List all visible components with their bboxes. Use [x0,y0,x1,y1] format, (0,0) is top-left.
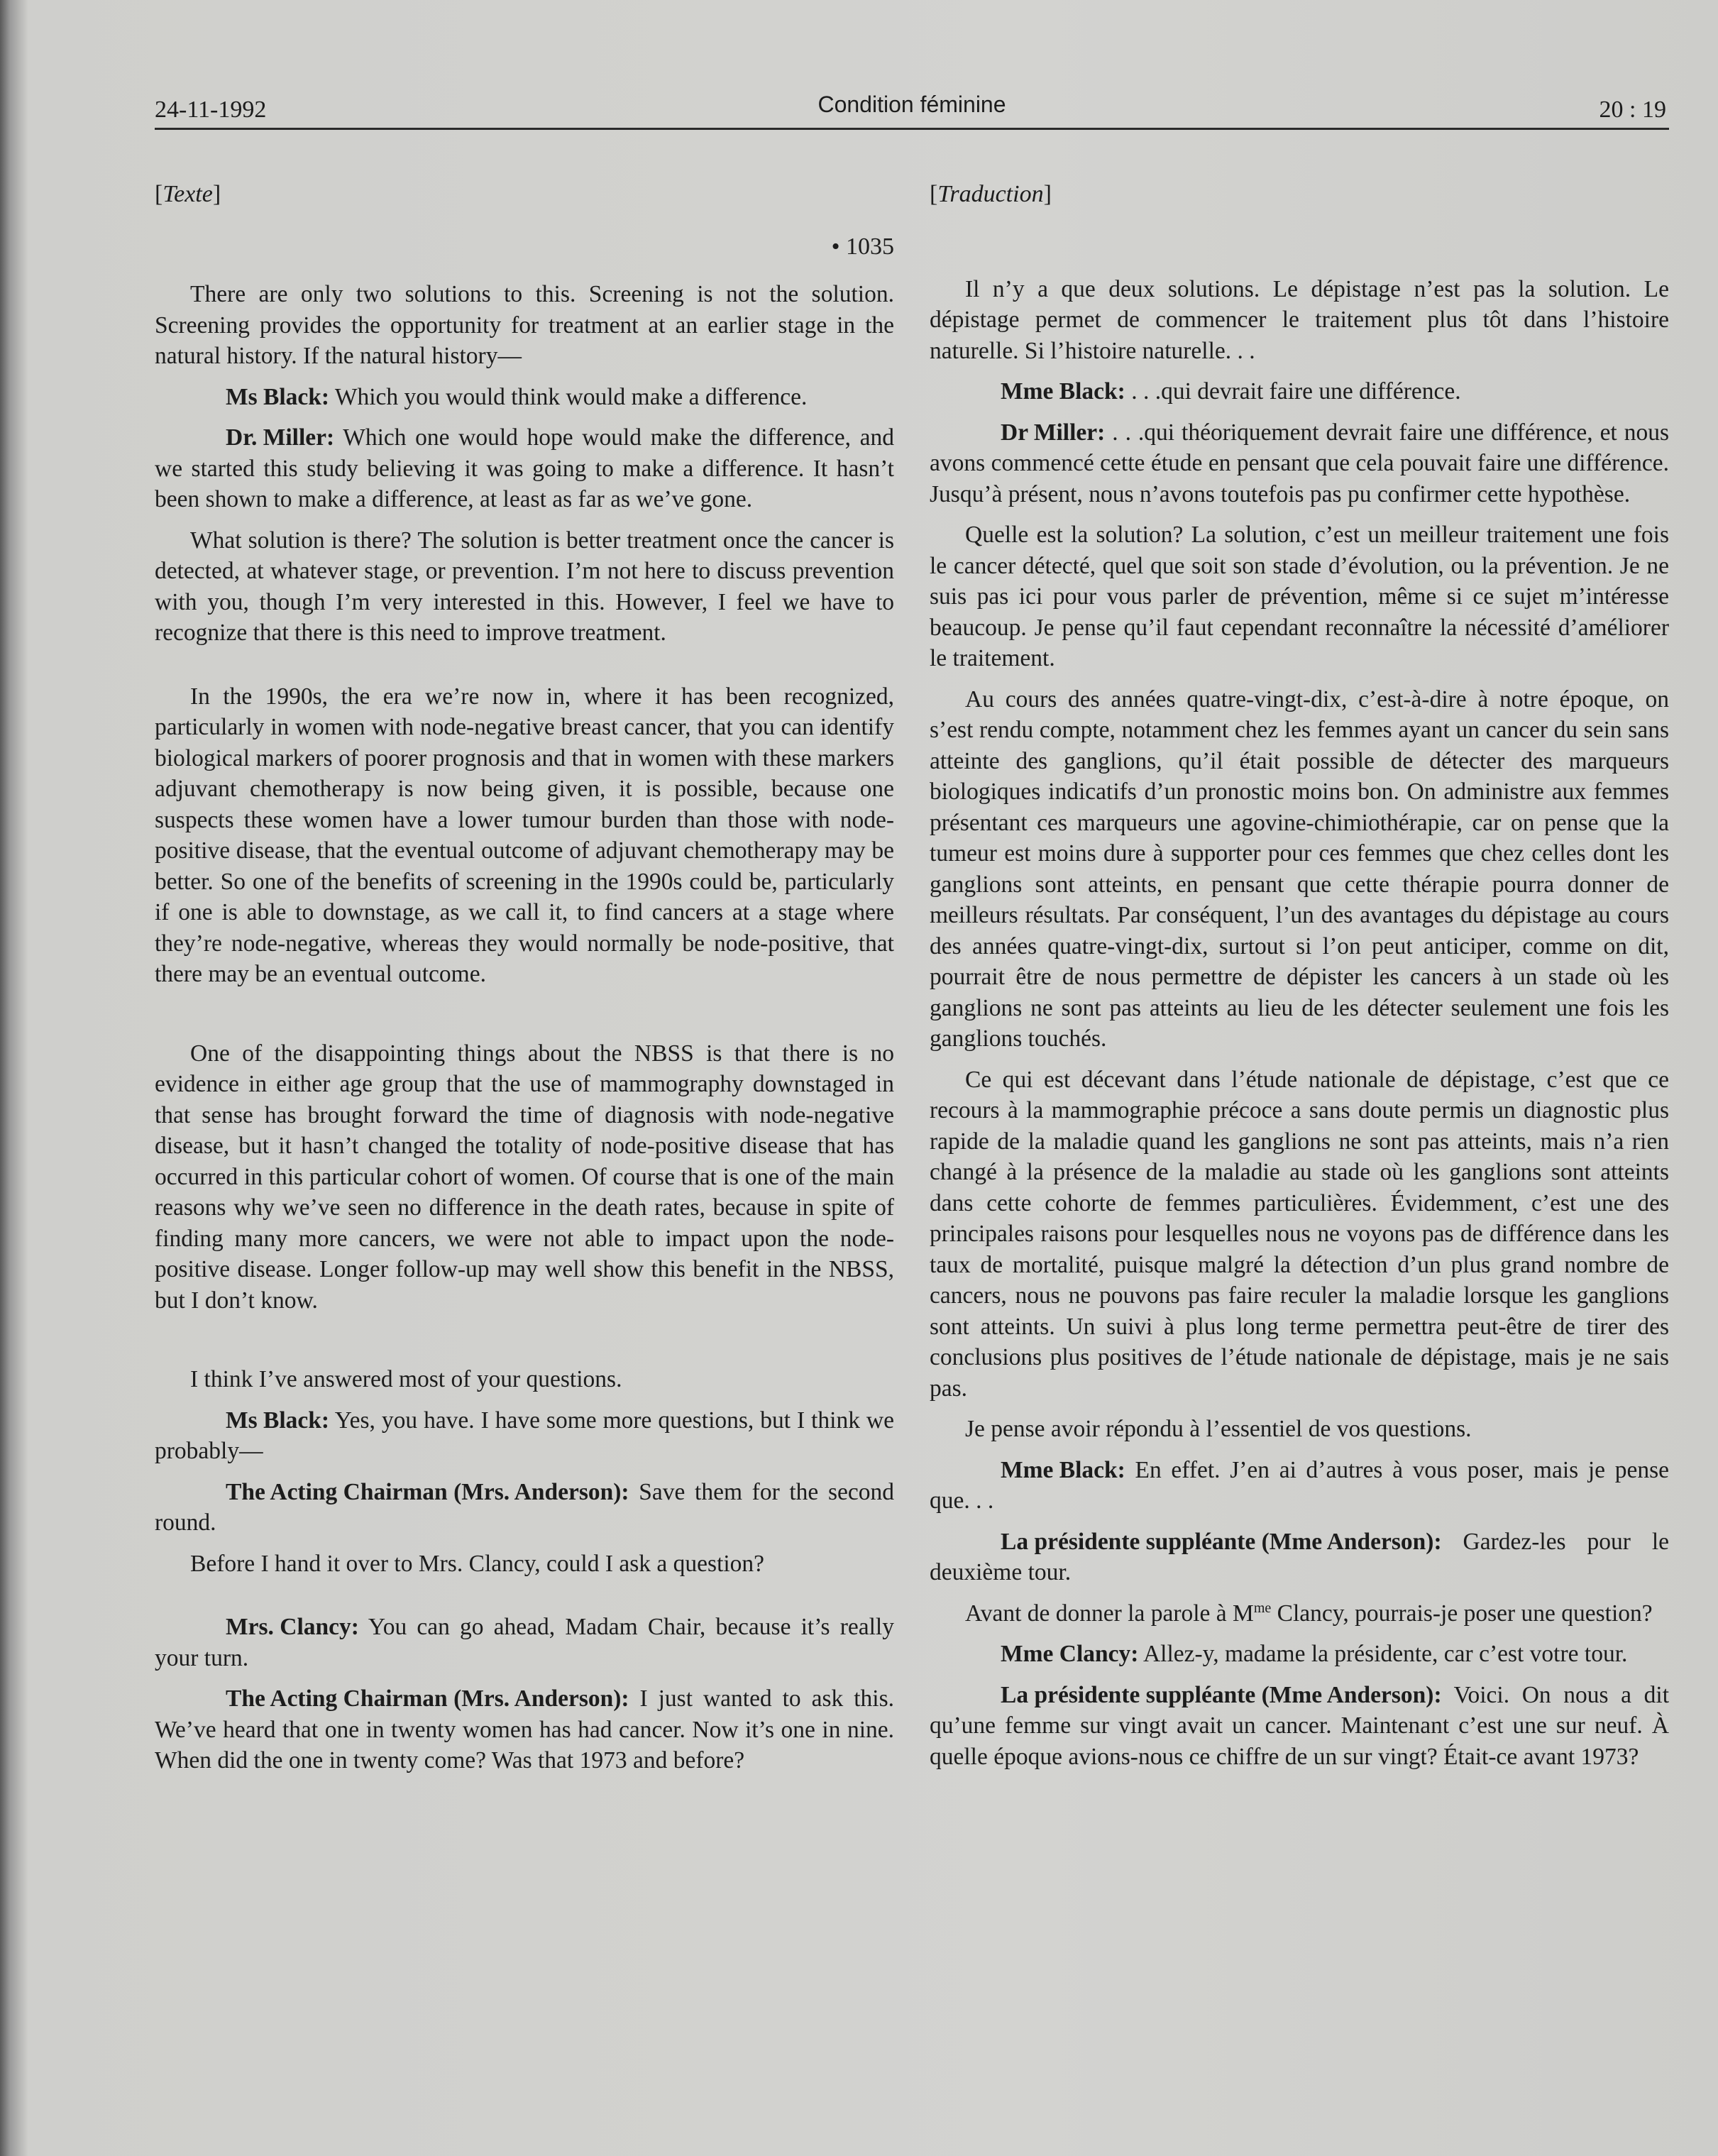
speaker-name: Mme Black: [1001,1456,1125,1483]
page-header [155,85,1669,130]
paragraph: There are only two solutions to this. Screening is not the solution. Screening provides the opportunity for treatment at an earlier stage in the natural history. If the natural history— [155,281,894,369]
paragraph: Ms Black: Which you would think would make a difference. [155,382,894,413]
paragraph: Mme Black: . . .qui devrait faire une différence. [930,376,1669,407]
left-column [155,170,894,1786]
section-tag-traduction: [Traduction] [930,181,1052,207]
paragraph: Ce qui est décevant dans l’étude nationale de dépistage, c’est que ce recours à la mammographie précoce a sans doute permis un diagnostic plus rapide de la maladie quand les ganglions ne sont pas atteints, mais n’a rien changé à la présence de la maladie au stade où les ganglions sont atteints dans cette cohorte de femmes particulières. Évidemment, c’est une des principales raisons pour lesquelles nous ne voyons pas de différence dans les taux de mortalité, puisque malgré la détection d’un plus grand nombre de cancers, nous ne pouvons pas faire reculer la maladie lorsque les ganglions sont atteints. Un suivi à plus long terme permettra peut-être de tirer des conclusions plus positives de l’étude nationale de dépistage, mais je ne sais pas. [930,1066,1669,1402]
paragraph: One of the disappointing things about the NBSS is that there is no evidence in either age group that the use of mammography downstaged in that sense has brought forward the time of diagnosis with node-negative disease, but it hasn’t changed the totality of node-positive disease that has occurred in this particular cohort of women. Of course that is one of the main reasons why we’ve seen no difference in the death rates, because in spite of finding many more cancers, we were not able to impact upon the node-positive disease. Longer follow-up may well show this benefit in the NBSS, but I don’t know. [155,1040,894,1314]
paragraph: Au cours des années quatre-vingt-dix, c’est-à-dire à notre époque, on s’est rendu compte, notamment chez les femmes ayant un cancer du sein sans atteinte des ganglions, qu’il était possible de détecter des marqueurs biologiques indicatifs d’un pronostic moins bon. On administre aux femmes présentant ces marqueurs une agovine-chimiothérapie, car on pense que la tumeur est moins dure à supporter pour ces femmes que chez celles dont les ganglions sont atteints, en pensant que cette thérapie pourra donner de meilleurs résultats. Par conséquent, l’un des avantages du dépistage au cours des années quatre-vingt-dix, surtout si l’on peut anticiper, comme on dit, pourrait être de nous permettre de dépister les cancers à un stade où les ganglions ne sont pas atteints au lieu de les détecter seulement une fois les ganglions touchés. [930,686,1669,1052]
header-title: Condition féminine [817,92,1006,117]
section-tag-texte: [Texte] [155,181,221,207]
paragraph: In the 1990s, the era we’re now in, where it has been recognized, particularly in women with node-negative breast cancer, that you can identify biological markers of poorer prognosis and that in women with these markers adjuvant chemotherapy is now being given, it is possible, because one suspects these women have a lower tumour burden than those with node-positive disease, that the eventual outcome of adjuvant chemotherapy may be better. So one of the benefits of screening in the 1990s could be, particularly if one is able to downstage, as we call it, to find cancers at a stage where they’re node-negative, whereas they would normally be node-positive, that there may be an eventual outcome. [155,683,894,987]
speaker-name: Ms Black: [226,1407,330,1434]
speaker-name: La présidente suppléante (Mme Anderson): [1001,1681,1442,1708]
speaker-name: Mme Black: [1001,378,1125,405]
paragraph: Mrs. Clancy: You can go ahead, Madam Chair, because it’s really your turn. [155,1612,894,1673]
paragraph: Dr Miller: . . .qui théoriquement devrait faire une différence, et nous avons commencé cette étude en pensant que cela pouvait faire une différence. Jusqu’à présent, nous n’avons toutefois pas pu confirmer cette hypothèse. [930,417,1669,510]
speaker-name: Mrs. Clancy: [226,1614,359,1640]
paragraph: The Acting Chairman (Mrs. Anderson): I just wanted to ask this. We’ve heard that one in twenty women has had cancer. Now it’s one in nine. When did the one in twenty come? Was that 1973 and before? [155,1683,894,1776]
speaker-name: Mme Clancy: [1001,1641,1139,1667]
speaker-name: Ms Black: [226,383,330,410]
paragraph: What solution is there? The solution is better treatment once the cancer is detected, at whatever stage, or prevention. I’m not here to discuss prevention with you, though I’m very interested in this. However, I feel we have to recognize that there is this need to improve treatment. [155,527,894,646]
paragraph: The Acting Chairman (Mrs. Anderson): Save them for the second round. [155,1477,894,1539]
header-page-number: 20 : 19 [1599,97,1666,123]
speaker-name: Dr. Miller: [226,424,335,451]
paragraph: Dr. Miller: Which one would hope would make the difference, and we started this study believing it was going to make a difference. It hasn’t been shown to make a difference, at least as far as we’ve gone. [155,422,894,515]
paragraph: Avant de donner la parole à $M^{me}$ Clancy, pourrais-je poser une question? [965,1600,1653,1627]
paragraph: Je pense avoir répondu à l’essentiel de vos questions. [965,1416,1472,1442]
paragraph: Mme Black: En effet. J’en ai d’autres à vous poser, mais je pense que. . . [930,1455,1669,1517]
paragraph: La présidente suppléante (Mme Anderson): Voici. On nous a dit qu’une femme sur vingt avait un cancer. Maintenant c’est une sur neuf. À quelle époque avions-nous ce chiffre de un sur vingt? Était-ce avant 1973? [930,1680,1669,1773]
header-date: 24-11-1992 [155,97,267,123]
right-column [930,170,1669,1782]
speaker-name: La présidente suppléante (Mme Anderson): [1001,1528,1442,1555]
paragraph: Mme Clancy: Allez-y, madame la présidente, car c’est votre tour. [930,1639,1669,1670]
speaker-name: Dr Miller: [1001,419,1106,446]
paragraph: Il n’y a que deux solutions. Le dépistage n’est pas la solution. Le dépistage permet de commencer le traitement plus tôt dans l’histoire naturelle. Si l’histoire naturelle. . . [930,275,1669,364]
paragraph: La présidente suppléante (Mme Anderson): Gardez-les pour le deuxième tour. [930,1527,1669,1588]
paragraph: I think I’ve answered most of your questions. [190,1366,622,1392]
paragraph: Ms Black: Yes, you have. I have some more questions, but I think we probably— [155,1405,894,1467]
speaker-name: The Acting Chairman (Mrs. Anderson): [226,1685,629,1712]
paragraph: Quelle est la solution? La solution, c’est un meilleur traitement une fois le cancer détecté, quel que soit son stade d’évolution, ou la prévention. Je ne suis pas ici pour vous parler de prévention, même si ce sujet m’intéresse beaucoup. Je pense qu’il faut cependant reconnaître la nécessité d’améliorer le traitement. [930,522,1669,671]
paragraph: Before I hand it over to Mrs. Clancy, could I ask a question? [190,1550,765,1577]
speaker-name: The Acting Chairman (Mrs. Anderson): [226,1478,629,1505]
time-marker: • 1035 [831,233,894,260]
